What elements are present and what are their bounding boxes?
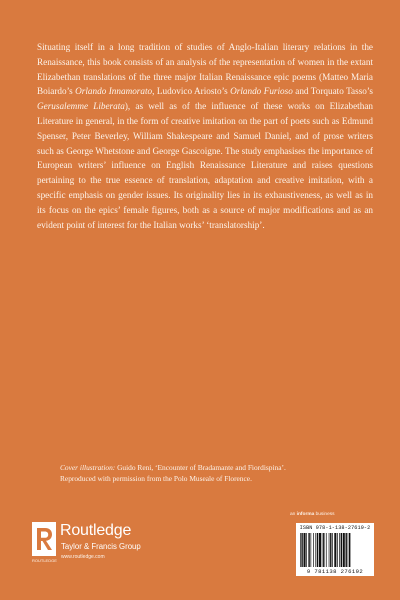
blurb-text: ), as well as of the influence of these works on Elizabethan Literature in general, in the form of creative imitation on the part of poets such as Edmund Spenser, Peter Beverley, William Shakespeare and Samuel Daniel, and of prose writers such as George Whetstone and George Gascoigne. The study emphasises the importance of European writers’ influence on English Renaissance Literature and raises questions pertaining to the true essence of translation, adaptation and creative imitation, with a specific emphasis on gender issues. Its originality lies in its exhaustiveness, as well as in its focus on the epics’ female figures, both as a source of major modifications and as an evident point of interest for the Italian works’ ‘translatorship’. xyxy=(37,101,373,230)
blurb-text: and Torquato Tasso’s xyxy=(292,86,373,97)
blurb-title-innamorato: Orlando Innamorato xyxy=(75,86,153,97)
cover-illustration-credit xyxy=(60,463,360,484)
blurb-text: Situating itself in a long tradition of studies of Anglo-Italian literary relations in the Renaissance, this book consists of an analysis of the representation of women in the extant Elizabethan translations of the three major Italian Renaissance epic poems (Matteo Maria Boiardo’s xyxy=(37,42,373,97)
blurb-title-furioso: Orlando Furioso xyxy=(230,86,293,97)
informa-business-mark xyxy=(290,512,335,517)
logo-small-caption: ROUTLEDGE xyxy=(32,558,57,563)
cover-credit-line: Reproduced with permission from the Polo Museale of Florence. xyxy=(60,473,252,483)
isbn-barcode xyxy=(296,523,374,576)
blurb-text: , Ludovico Ariosto’s xyxy=(152,86,231,97)
publisher-url: www.routledge.com xyxy=(61,554,105,560)
barcode-digits: 9 781138 276192 xyxy=(306,568,364,575)
routledge-r-icon xyxy=(32,522,56,556)
publisher-mark-suffix: business xyxy=(314,512,335,517)
routledge-wordmark: Routledge xyxy=(60,522,132,539)
publisher-mark-brand: informa xyxy=(296,512,315,517)
cover-credit-label: Cover illustration: xyxy=(60,463,116,472)
barcode-bars xyxy=(300,533,370,567)
cover-credit-line: Guido Reni, ‘Encounter of Bradamante and Fiordispina’. xyxy=(115,463,286,472)
routledge-logo xyxy=(32,522,152,572)
barcode-isbn-label: ISBN 978-1-138-27619-2 xyxy=(299,525,371,531)
taylor-francis-group: Taylor & Francis Group xyxy=(61,542,141,551)
back-cover-blurb xyxy=(37,40,373,232)
publisher-mark-prefix: an xyxy=(290,512,297,517)
blurb-title-gerusalemme: Gerusalemme Liberata xyxy=(37,101,125,112)
